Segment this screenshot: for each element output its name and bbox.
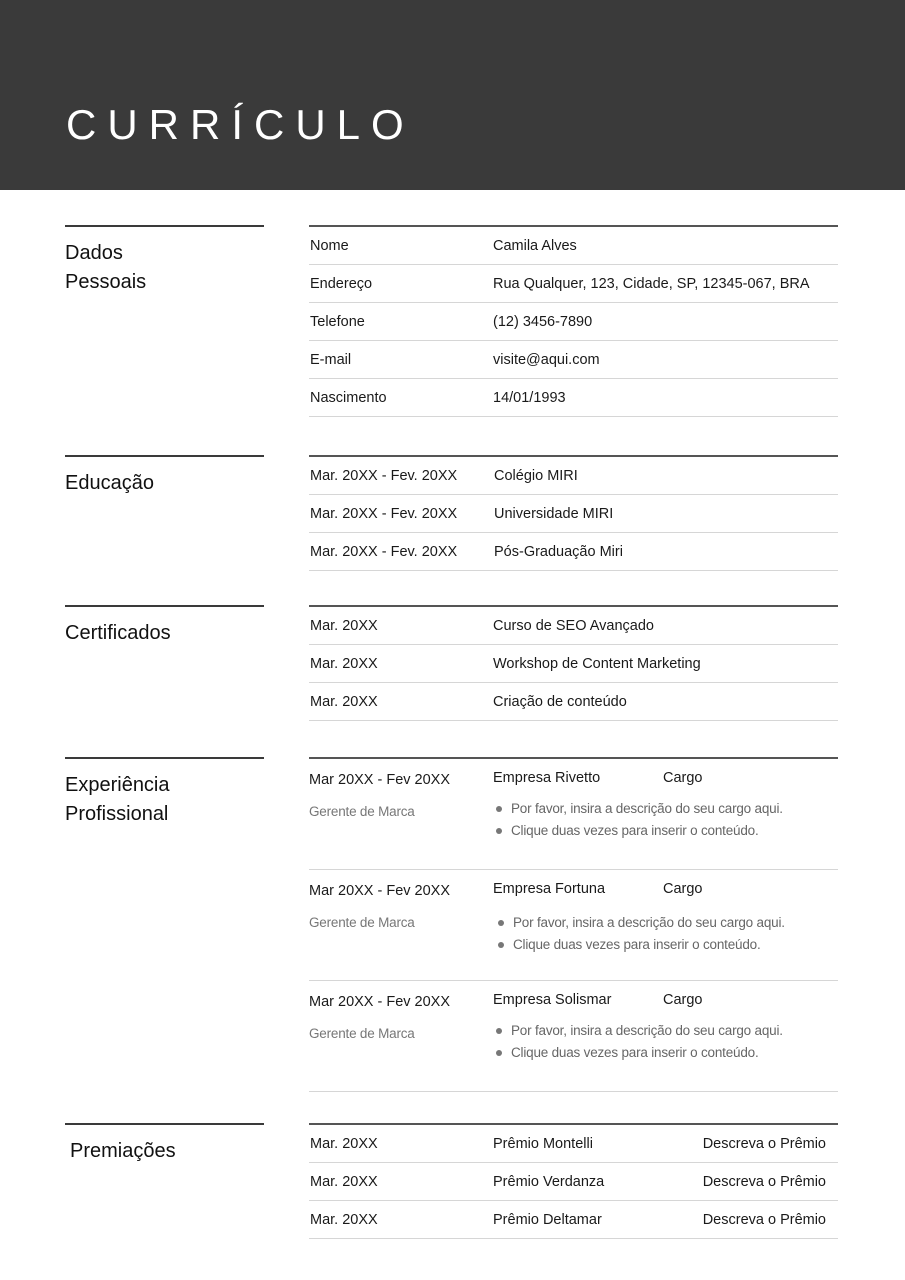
job-period: Mar 20XX - Fev 20XX [309, 883, 451, 899]
experience-table [309, 757, 838, 1092]
education-institution: Colégio MIRI [494, 468, 578, 484]
table-row [309, 1201, 838, 1239]
table-row [309, 1163, 838, 1201]
job-description-item: Clique duas vezes para inserir o conteúdo. [495, 820, 783, 842]
table-row [309, 265, 838, 303]
job-description-item: Por favor, insira a descrição do seu cargo aqui. [495, 798, 783, 820]
resume-header [0, 0, 905, 190]
certificates-table [309, 605, 838, 721]
certificate-date: Mar. 20XX [310, 656, 378, 672]
table-row [309, 607, 838, 645]
section-label-line: Dados [65, 242, 123, 264]
education-table [309, 455, 838, 571]
section-label-certificates [65, 605, 264, 648]
education-institution: Pós-Graduação Miri [494, 544, 623, 560]
table-row [309, 379, 838, 417]
field-label: Nome [310, 238, 349, 254]
table-row [309, 341, 838, 379]
table-row [309, 227, 838, 265]
education-period: Mar. 20XX - Fev. 20XX [310, 544, 458, 560]
job-cargo: Cargo [663, 992, 703, 1008]
award-date: Mar. 20XX [310, 1174, 378, 1190]
award-date: Mar. 20XX [310, 1136, 378, 1152]
section-label-education [65, 455, 264, 498]
section-label-line: Premiações [70, 1140, 176, 1162]
table-row [309, 683, 838, 721]
section-label-personal [65, 225, 264, 297]
section-label-line: Certificados [65, 622, 171, 644]
table-row [309, 457, 838, 495]
table-row [309, 533, 838, 571]
job-period: Mar 20XX - Fev 20XX [309, 994, 451, 1010]
job-company: Empresa Rivetto [493, 770, 601, 786]
section-label-experience [65, 757, 264, 829]
job-entry [309, 870, 838, 981]
page-title: CURRÍCULO [66, 101, 415, 148]
education-period: Mar. 20XX - Fev. 20XX [310, 506, 458, 522]
award-name: Prêmio Verdanza [493, 1174, 605, 1190]
certificate-name: Curso de SEO Avançado [493, 618, 654, 634]
job-description-item: Clique duas vezes para inserir o conteúdo. [495, 1042, 783, 1064]
award-name: Prêmio Deltamar [493, 1212, 602, 1228]
certificate-name: Workshop de Content Marketing [493, 656, 701, 672]
job-description-item: Clique duas vezes para inserir o conteúdo. [497, 934, 785, 956]
job-company: Empresa Fortuna [493, 881, 606, 897]
job-description-item: Por favor, insira a descrição do seu cargo aqui. [495, 1020, 783, 1042]
field-value: Rua Qualquer, 123, Cidade, SP, 12345-067, BRA [493, 276, 810, 292]
table-row [309, 495, 838, 533]
certificate-name: Criação de conteúdo [493, 694, 627, 710]
award-description: Descreva o Prêmio [702, 1174, 826, 1190]
job-role: Gerente de Marca [309, 804, 415, 819]
field-value: Camila Alves [493, 238, 577, 254]
field-label: E-mail [310, 352, 352, 368]
table-row [309, 1125, 838, 1163]
field-label: Endereço [310, 276, 373, 292]
job-cargo: Cargo [663, 881, 703, 897]
section-label-line: Profissional [65, 803, 169, 825]
certificate-date: Mar. 20XX [310, 694, 378, 710]
award-name: Prêmio Montelli [493, 1136, 593, 1152]
job-entry [309, 981, 838, 1092]
job-description-list [495, 1020, 783, 1064]
section-label-line: Educação [65, 472, 154, 494]
award-description: Descreva o Prêmio [702, 1212, 826, 1228]
certificate-date: Mar. 20XX [310, 618, 378, 634]
job-entry [309, 759, 838, 870]
job-description-item: Por favor, insira a descrição do seu cargo aqui. [497, 912, 785, 934]
personal-info-table [309, 225, 838, 417]
section-label-line: Experiência [65, 774, 170, 796]
job-cargo: Cargo [663, 770, 703, 786]
job-role: Gerente de Marca [309, 1026, 415, 1041]
job-description-list [497, 912, 785, 956]
field-value: 14/01/1993 [493, 390, 566, 406]
field-value: (12) 3456-7890 [493, 314, 593, 330]
table-row [309, 645, 838, 683]
job-company: Empresa Solismar [493, 992, 612, 1008]
section-label-line: Pessoais [65, 271, 147, 293]
field-label: Nascimento [310, 390, 387, 406]
section-label-awards [65, 1123, 264, 1166]
job-period: Mar 20XX - Fev 20XX [309, 772, 451, 788]
education-period: Mar. 20XX - Fev. 20XX [310, 468, 458, 484]
job-description-list [495, 798, 783, 842]
table-row [309, 303, 838, 341]
education-institution: Universidade MIRI [494, 506, 614, 522]
job-role: Gerente de Marca [309, 915, 415, 930]
field-label: Telefone [310, 314, 365, 330]
field-value: visite@aqui.com [493, 352, 600, 368]
awards-table [309, 1123, 838, 1239]
award-date: Mar. 20XX [310, 1212, 378, 1228]
award-description: Descreva o Prêmio [702, 1136, 826, 1152]
